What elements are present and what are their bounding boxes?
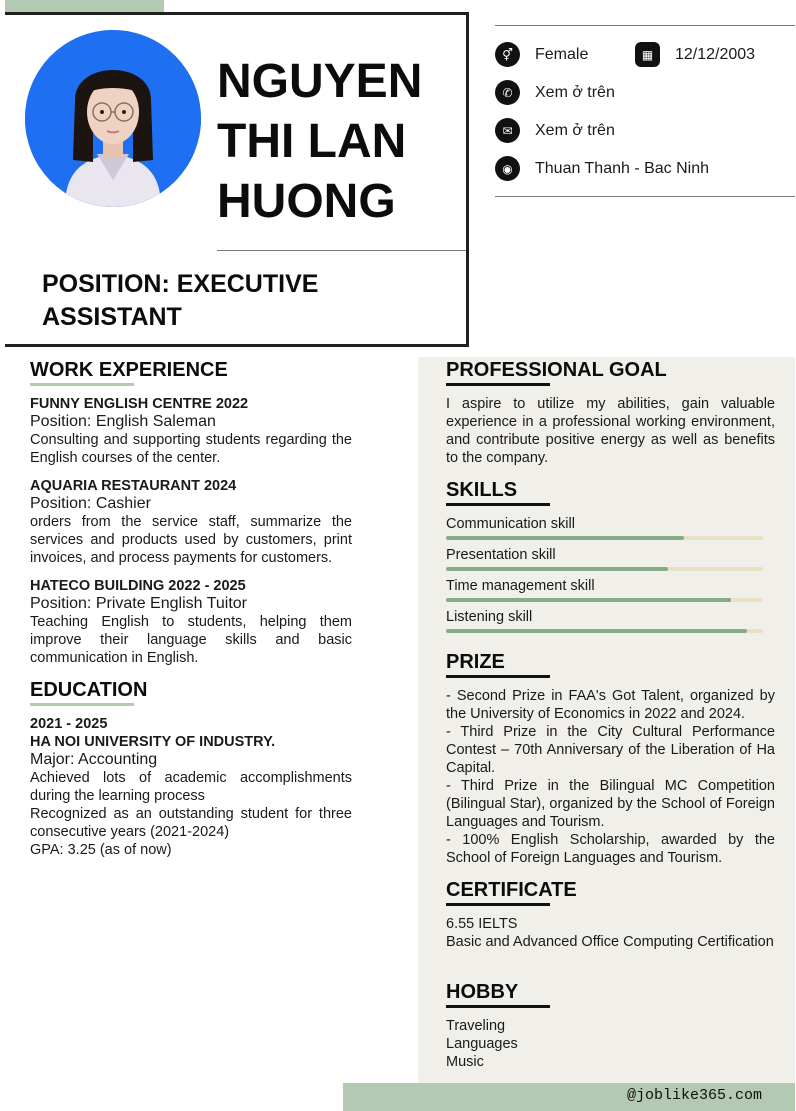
envelope-icon: ✉ (495, 118, 520, 143)
prize-item: - 100% English Scholarship, awarded by the School of Foreign Languages and Tourism. (446, 832, 775, 866)
education-heading: EDUCATION (30, 679, 148, 701)
professional-goal-heading: PROFESSIONAL GOAL (446, 359, 667, 381)
name-line: THI LAN (217, 115, 407, 168)
hobby-item: Languages (446, 1036, 518, 1052)
education-underline (30, 703, 134, 706)
skill-item (446, 515, 763, 540)
skill-label: Presentation skill (446, 547, 556, 563)
professional-goal-text: I aspire to utilize my abilities, gain valuable experience in a professional working environment, and contribute positive energy as well as benefits to the company. (446, 396, 775, 466)
address-value: Thuan Thanh - Bac Ninh (535, 159, 710, 177)
skill-item (446, 546, 763, 571)
contact-phone[interactable] (495, 80, 615, 105)
work-item-heading: AQUARIA RESTAURANT 2024 (30, 478, 237, 494)
email-value: Xem ở trên (535, 121, 615, 139)
work-item-heading: FUNNY ENGLISH CENTRE 2022 (30, 396, 249, 412)
skill-bar-track (446, 629, 763, 633)
certificate-list (446, 915, 775, 951)
work-experience-list (30, 395, 352, 667)
contact-divider-bottom (495, 196, 795, 197)
phone-value: Xem ở trên (535, 83, 615, 101)
name-line: NGUYEN (217, 55, 423, 108)
skill-item (446, 577, 763, 602)
work-item-description: Consulting and supporting students regarding the English courses of the center. (30, 432, 352, 466)
prize-item: - Second Prize in FAA's Got Talent, organized by the University of Economics in 2022 and 2024. (446, 688, 775, 722)
certificate-item: Basic and Advanced Office Computing Certification (446, 934, 774, 950)
skill-label: Communication skill (446, 516, 575, 532)
avatar (25, 30, 201, 207)
certificate-underline (446, 903, 550, 906)
professional-goal-underline (446, 383, 550, 386)
prize-heading: PRIZE (446, 651, 505, 673)
skill-item (446, 608, 763, 633)
education-line: GPA: 3.25 (as of now) (30, 842, 172, 858)
hobby-underline (446, 1005, 550, 1008)
hobby-item: Music (446, 1054, 484, 1070)
calendar-icon: ▦ (635, 42, 660, 67)
contact-email[interactable] (495, 118, 615, 143)
work-item-position: Position: English Saleman (30, 413, 216, 430)
professional-goal-block (446, 395, 775, 467)
education-major: Major: Accounting (30, 751, 158, 768)
footer-watermark[interactable]: @joblike365.com (626, 1087, 762, 1104)
work-experience-heading: WORK EXPERIENCE (30, 359, 228, 381)
work-item (30, 477, 352, 567)
work-item-position: Position: Private English Tuitor (30, 595, 247, 612)
contact-gender (495, 42, 588, 67)
certificate-heading: CERTIFICATE (446, 879, 577, 901)
work-item (30, 395, 352, 467)
prize-underline (446, 675, 550, 678)
contact-birthday (635, 42, 755, 67)
avatar-portrait (25, 30, 201, 207)
contact-divider-top (495, 25, 795, 26)
gender-icon: ⚥ (495, 42, 520, 67)
contact-address (495, 156, 709, 181)
candidate-name (217, 52, 457, 232)
work-experience-underline (30, 383, 134, 386)
hobby-list (446, 1017, 775, 1071)
skills-heading: SKILLS (446, 479, 518, 501)
name-line: HUONG (217, 175, 396, 228)
skill-bar-fill (446, 598, 731, 602)
skills-underline (446, 503, 550, 506)
work-item-description: Teaching English to students, helping them improve their language skills and basic communication in English. (30, 614, 352, 666)
gender-value: Female (535, 45, 589, 63)
skill-bar-fill (446, 536, 684, 540)
header-frame-bottom (5, 344, 469, 347)
skill-bar-fill (446, 567, 668, 571)
skill-bar-track (446, 598, 763, 602)
education-block (30, 715, 352, 859)
work-item-description: orders from the service staff, summarize the services and products used by customers, print invoices, and process payments for customers. (30, 514, 352, 566)
education-line: Achieved lots of academic accomplishments during the learning process (30, 770, 352, 804)
birthday-value: 12/12/2003 (675, 45, 756, 63)
prize-item: - Third Prize in the Bilingual MC Competition (Bilingual Star), organized by the School of Foreign Languages and Tourism. (446, 778, 775, 830)
education-years: 2021 - 2025 (30, 716, 108, 732)
education-school: HA NOI UNIVERSITY OF INDUSTRY. (30, 734, 276, 750)
skill-label: Time management skill (446, 578, 595, 594)
work-item-heading: HATECO BUILDING 2022 - 2025 (30, 578, 246, 594)
skill-bar-track (446, 536, 763, 540)
education-line: Recognized as an outstanding student for three consecutive years (2021-2024) (30, 806, 352, 840)
skill-label: Listening skill (446, 609, 533, 625)
name-divider (217, 250, 466, 251)
skill-bar-fill (446, 629, 747, 633)
prize-item: - Third Prize in the City Cultural Performance Contest – 70th Anniversary of the Liberation of Ha Capital. (446, 724, 775, 776)
hobby-item: Traveling (446, 1018, 506, 1034)
prize-list (446, 687, 775, 867)
work-item-position: Position: Cashier (30, 495, 151, 512)
work-item (30, 577, 352, 667)
skill-bar-track (446, 567, 763, 571)
position-title: POSITION: EXECUTIVE ASSISTANT (42, 270, 319, 331)
hobby-heading: HOBBY (446, 981, 519, 1003)
location-pin-icon: ◉ (495, 156, 520, 181)
certificate-item: 6.55 IELTS (446, 916, 518, 932)
phone-icon: ✆ (495, 80, 520, 105)
